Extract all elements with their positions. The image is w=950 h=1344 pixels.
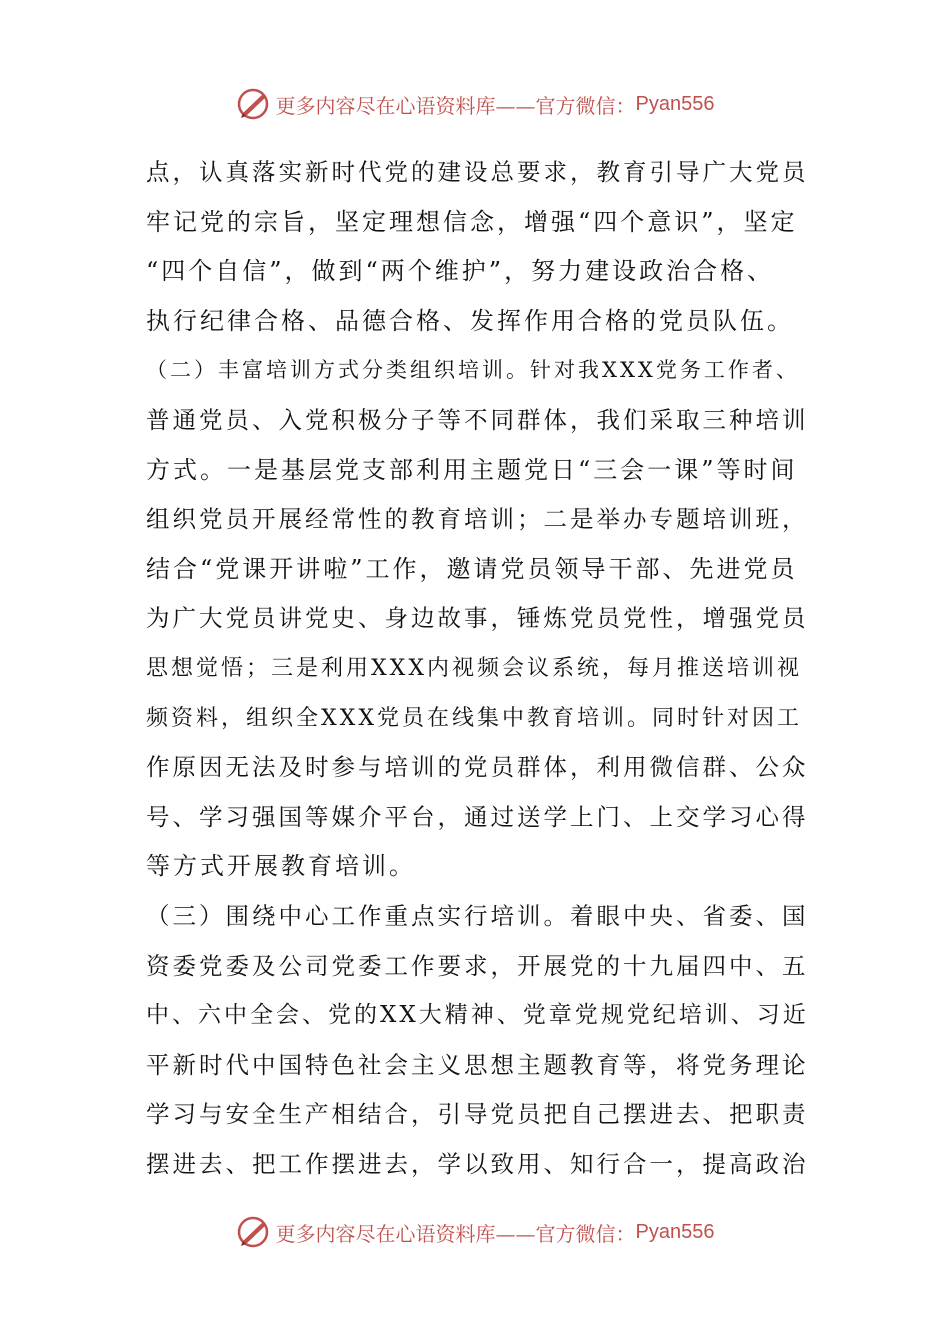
text-line: 等方式开展教育培训。: [146, 852, 416, 881]
pen-logo-icon: [236, 86, 272, 122]
text-line: 牢记党的宗旨，坚定理想信念，增强“四个意识”，坚定: [146, 207, 798, 236]
text-line: 作原因无法及时参与培训的党员群体，利用微信群、公众: [146, 753, 809, 782]
text-line: 中、六中全会、党的XX大精神、党章党规党纪培训、习近: [146, 1002, 809, 1029]
header-watermark: [0, 84, 950, 124]
text-line: “四个自信”，做到“两个维护”，努力建设政治合格、: [146, 257, 775, 286]
text-line: （三）围绕中心工作重点实行培训。着眼中央、省委、国: [146, 901, 809, 930]
header-wechat-id: Pyan556: [635, 92, 715, 115]
text-line: 为广大党员讲党史、身边故事，锤炼党员党性，增强党员: [146, 604, 809, 633]
text-line: 点，认真落实新时代党的建设总要求，教育引导广大党员: [146, 158, 809, 186]
text-line: 号、学习强国等媒介平台，通过送学上门、上交学习心得: [146, 802, 809, 831]
text-line: 摆进去、把工作摆进去，学以致用、知行合一，提高政治: [146, 1149, 809, 1178]
text-line: 普通党员、入党积极分子等不同群体，我们采取三种培训: [146, 405, 809, 434]
text-line: 结合“党课开讲啦”工作，邀请党员领导干部、先进党员: [146, 554, 798, 583]
footer-text: 更多内容尽在心语资料库——官方微信：: [275, 1221, 636, 1246]
text-line: 执行纪律合格、品德合格、发挥作用合格的党员队伍。: [146, 306, 794, 335]
text-line: 组织党员开展经常性的教育培训；二是举办专题培训班，: [146, 505, 809, 534]
header-text: 更多内容尽在心语资料库——官方微信：: [275, 93, 636, 118]
pen-logo-icon: [236, 1214, 272, 1250]
footer-watermark: [0, 1212, 950, 1252]
text-line: 资委党委及公司党委工作要求，开展党的十九届四中、五: [146, 951, 809, 980]
document-body: [146, 148, 810, 1189]
footer-wechat-id: Pyan556: [635, 1220, 715, 1243]
text-line: 学习与安全生产相结合，引导党员把自己摆进去、把职责: [146, 1100, 809, 1129]
text-line: 方式。一是基层党支部利用主题党日“三会一课”等时间: [146, 455, 798, 484]
text-line: （二）丰富培训方式分类组织培训。针对我XXX党务工作者、: [146, 358, 800, 383]
text-line: 频资料，组织全XXX党员在线集中教育培训。同时针对因工: [146, 705, 802, 731]
text-line: 平新时代中国特色社会主义思想主题教育等，将党务理论: [146, 1050, 809, 1079]
text-line: 思想觉悟；三是利用XXX内视频会议系统，每月推送培训视: [146, 655, 802, 681]
